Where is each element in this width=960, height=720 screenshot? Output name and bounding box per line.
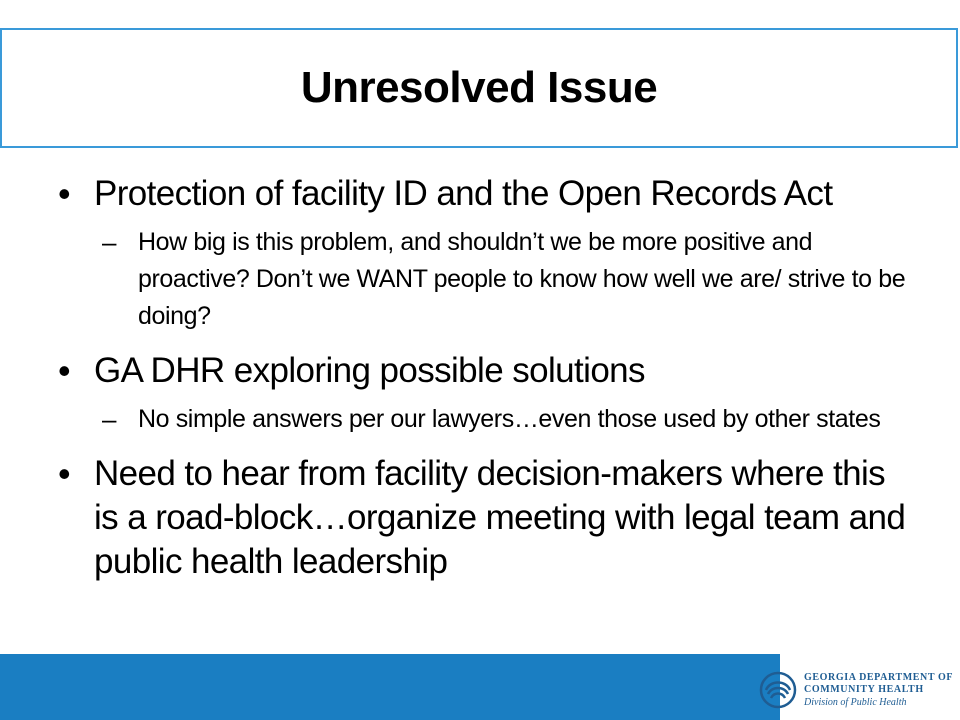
dash-glyph: –	[102, 227, 117, 257]
bullet-glyph: •	[58, 350, 71, 391]
sub-bullet-item	[102, 224, 918, 335]
bullet-text: Protection of facility ID and the Open Records Act	[94, 174, 833, 213]
bullet-glyph: •	[58, 453, 71, 494]
bullet-text: GA DHR exploring possible solutions	[94, 351, 645, 390]
logo-line-1: GEORGIA DEPARTMENT OF	[804, 671, 954, 683]
sub-bullet-text: How big is this problem, and shouldn’t we be more positive and proactive? Don’t we WANT people to know how well we are/ strive to be doing?	[138, 228, 906, 330]
logo-text	[804, 672, 953, 709]
logo-line-2: COMMUNITY HEALTH	[804, 683, 924, 695]
logo-line-3: Division of Public Health	[804, 696, 907, 708]
dch-swirl-icon	[758, 670, 798, 710]
bullet-text: Need to hear from facility decision-makers where this is a road-block…organize meeting with legal team and public health leadership	[94, 454, 906, 581]
slide-title: Unresolved Issue	[300, 63, 658, 112]
bullet-item	[58, 452, 918, 584]
sub-bullet-text: No simple answers per our lawyers…even those used by other states	[138, 405, 881, 433]
bullet-item	[58, 349, 918, 393]
title-box	[0, 28, 958, 148]
dch-logo	[758, 662, 958, 718]
sub-bullet-item	[102, 401, 918, 438]
footer-bar	[0, 654, 780, 720]
bullet-item	[58, 172, 918, 216]
dash-glyph: –	[102, 404, 117, 434]
slide-content	[58, 172, 918, 584]
bullet-glyph: •	[58, 173, 71, 214]
